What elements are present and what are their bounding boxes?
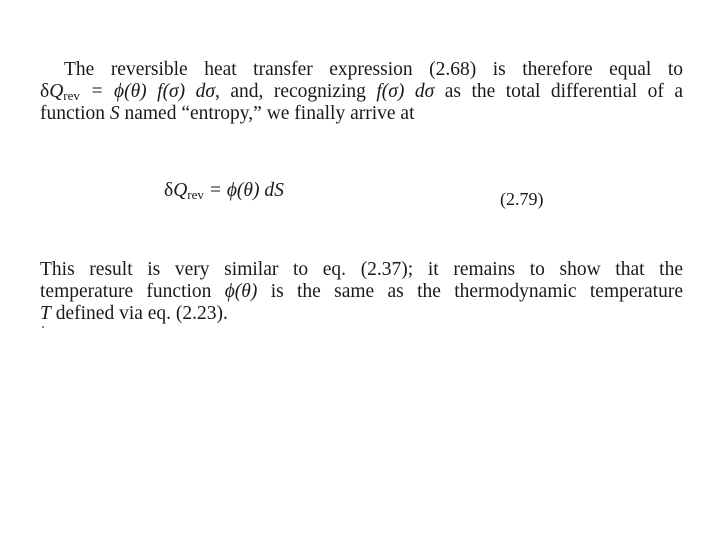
scan-speck (42, 326, 44, 328)
equation-delta: δ (164, 180, 174, 201)
equation-Q: Q (173, 180, 188, 201)
delta-symbol: δ (40, 81, 50, 102)
paragraph1-line1 (64, 59, 683, 81)
paragraph2-line2-pre: temperature function (40, 281, 225, 302)
paragraph1-line3-post: named “entropy,” we finally arrive at (119, 103, 415, 124)
equation-number: (2.79) (500, 189, 544, 209)
paragraph2-line3 (40, 303, 683, 325)
paragraph2-line2-post: is the same as the thermodynamic temperature (257, 281, 683, 302)
paragraph1-line2-mid: , and, recognizing (215, 81, 377, 102)
paragraph1-line1-text: The reversible heat transfer expression (2.68) is therefore equal to (64, 59, 683, 80)
paragraph2-line2 (40, 281, 683, 303)
temperature-function: ϕ(θ) (224, 281, 258, 302)
entropy-symbol: S (109, 103, 120, 124)
paragraph1-line3 (40, 103, 683, 125)
equation-subscript: rev (187, 187, 204, 202)
display-equation (164, 180, 284, 203)
paragraph2-line1-text: This result is very similar to eq. (2.37); it remains to show that the (40, 259, 683, 280)
inline-equation-rhs: = ϕ(θ) f(σ) dσ (79, 81, 216, 102)
paragraph1-line2-tail: as the total differential of a (434, 81, 683, 102)
paragraph2-line1 (40, 259, 683, 281)
paragraph2-line3-post: defined via eq. (2.23). (50, 303, 228, 324)
temperature-symbol: T (40, 303, 51, 324)
equation-rhs: = ϕ(θ) dS (203, 180, 284, 201)
paragraph1-line3-pre: function (40, 103, 110, 124)
rev-subscript: rev (63, 88, 80, 103)
differential-expression: f(σ) dσ (376, 81, 435, 102)
heat-variable: Q (49, 81, 64, 102)
